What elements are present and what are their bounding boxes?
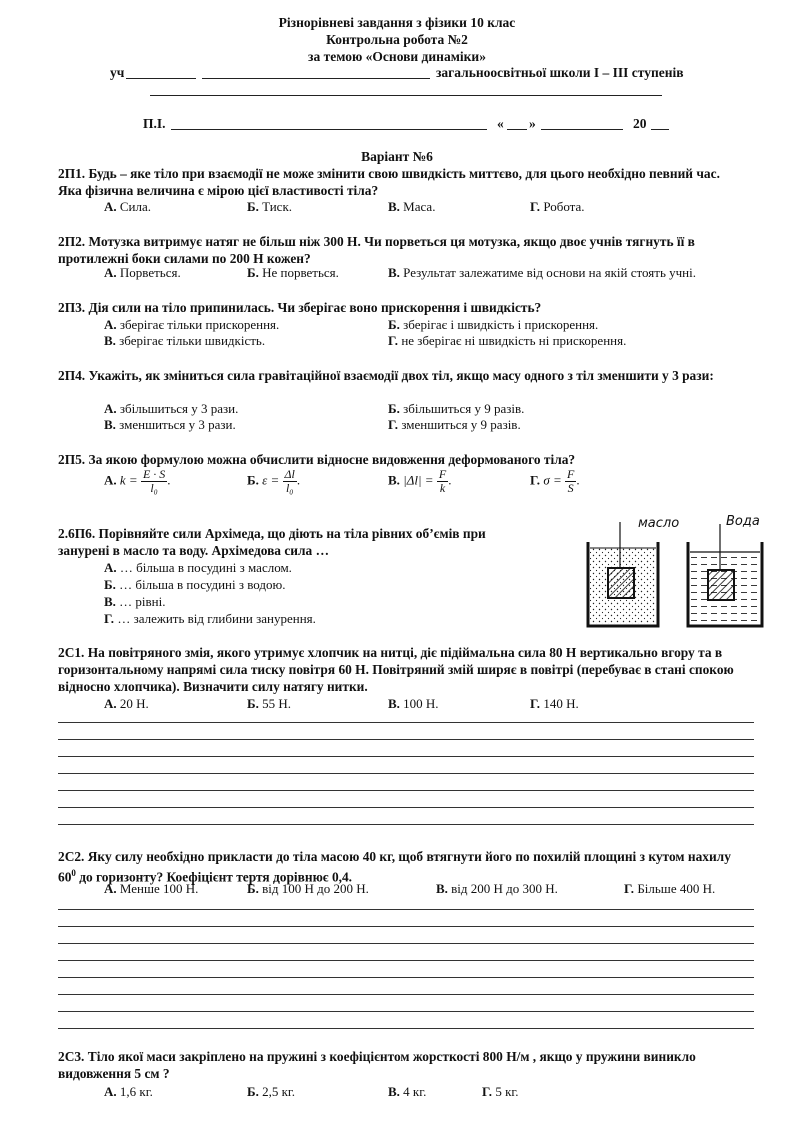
answer-line[interactable]: [58, 994, 754, 995]
q6-option-b[interactable]: [104, 577, 286, 593]
option-text: Порветься.: [119, 265, 181, 280]
formula-lhs: ε =: [262, 472, 280, 488]
formula-end: .: [576, 472, 580, 488]
archimedes-figure: [580, 512, 770, 630]
option-text: 55 Н.: [262, 696, 291, 711]
formula-numerator: F: [567, 467, 575, 481]
option-text: зберігає тільки швидкість.: [119, 333, 266, 348]
option-letter: В.: [388, 199, 400, 214]
name-label: П.І.: [143, 116, 166, 131]
school-prefix: уч: [110, 65, 125, 80]
q7-option-b[interactable]: [247, 696, 291, 712]
option-text: Тиск.: [262, 199, 293, 214]
question-6-text: 2.6П6. Порівняйте сили Архімеда, що діють на тіла рівних об’ємів при занурені в масло та воду. Архімедова сила …: [58, 526, 486, 558]
q5-option-b[interactable]: [247, 468, 300, 495]
q8-option-c[interactable]: [436, 881, 558, 897]
q1-option-d[interactable]: [530, 199, 585, 215]
q2-option-a[interactable]: [104, 265, 181, 281]
option-text: Сила.: [119, 199, 152, 214]
option-letter: А.: [104, 317, 117, 332]
option-letter: Г.: [624, 881, 635, 896]
option-letter: Б.: [247, 696, 259, 711]
school-suffix: загальноосвітньої школи І – ІІІ ступенів: [436, 65, 684, 80]
q6-option-d[interactable]: [104, 611, 316, 627]
option-letter: Б.: [104, 577, 116, 592]
doc-subtitle: Контрольна робота №2: [326, 32, 468, 47]
formula-fraction: [565, 468, 576, 495]
option-text: … рівні.: [119, 594, 166, 609]
answer-line[interactable]: [58, 807, 754, 808]
option-text: Більше 400 Н.: [637, 881, 716, 896]
option-letter: Б.: [388, 317, 400, 332]
question-3-text: 2П3. Дія сили на тіло припинилась. Чи зберігає воно прискорення і швидкість?: [58, 300, 542, 315]
option-letter: Г.: [388, 417, 399, 432]
option-text: 1,6 кг.: [119, 1084, 153, 1099]
date-open-quote: «: [497, 116, 504, 131]
oil-vessel: [588, 522, 658, 626]
q3-option-d[interactable]: [388, 333, 626, 349]
variant-title: Варіант №6: [361, 149, 433, 164]
answer-line[interactable]: [58, 977, 754, 978]
option-letter: В.: [388, 472, 400, 488]
name-blank[interactable]: [171, 129, 487, 130]
degree-superscript: 0: [71, 868, 76, 878]
q1-option-c[interactable]: [388, 199, 435, 215]
option-letter: Б.: [247, 881, 259, 896]
formula-end: .: [167, 472, 171, 488]
formula-fraction: [437, 468, 448, 495]
formula-numerator: Δl: [284, 467, 295, 481]
answer-line[interactable]: [58, 909, 754, 910]
option-text: не зберігає ні швидкість ні прискорення.: [401, 333, 627, 348]
doc-topic: за темою «Основи динаміки»: [308, 49, 486, 64]
q2-option-c[interactable]: [388, 265, 696, 281]
question-5-text: 2П5. За якою формулою можна обчислити відносне видовження деформованого тіла?: [58, 452, 576, 467]
formula-lhs: σ =: [543, 472, 562, 488]
formula-lhs: |Δl| =: [403, 472, 434, 488]
school-line: [110, 64, 710, 82]
q8-option-d[interactable]: [624, 881, 715, 897]
q9-option-c[interactable]: [388, 1084, 426, 1100]
answer-line[interactable]: [58, 1028, 754, 1029]
q9-option-d[interactable]: [482, 1084, 519, 1100]
answer-line[interactable]: [58, 943, 754, 944]
option-text: Результат залежатиме від основи на якій стоять учні.: [403, 265, 696, 280]
option-letter: А.: [104, 1084, 117, 1099]
option-text: зберігає тільки прискорення.: [119, 317, 280, 332]
name-date-line: [143, 116, 683, 134]
option-letter: Г.: [530, 472, 541, 488]
option-text: Менше 100 Н.: [119, 881, 199, 896]
q3-option-b[interactable]: [388, 317, 598, 333]
q7-option-d[interactable]: [530, 696, 579, 712]
option-letter: В.: [436, 881, 448, 896]
option-text: 2,5 кг.: [262, 1084, 296, 1099]
question-9-text: 2С3. Тіло якої маси закріплено на пружині з коефіцієнтом жорсткості 800 Н/м , якщо у пружини виникло видовження 5 см ?: [58, 1049, 696, 1081]
question-4-text: 2П4. Укажіть, як зміниться сила гравітаційної взаємодії двох тіл, якщо масу одного з тіл зменшити у 3 рази:: [58, 368, 714, 383]
option-letter: Б.: [247, 199, 259, 214]
answer-line[interactable]: [58, 960, 754, 961]
school-name-blank[interactable]: [202, 78, 430, 79]
formula-numerator: F: [438, 467, 447, 481]
option-letter: А.: [104, 265, 117, 280]
option-letter: Г.: [482, 1084, 493, 1099]
q8-option-b[interactable]: [247, 881, 369, 897]
q5-option-c[interactable]: [388, 468, 451, 495]
option-letter: А.: [104, 401, 117, 416]
q5-option-a[interactable]: [104, 468, 171, 495]
formula-numerator: E · S: [142, 467, 166, 481]
q6-option-a[interactable]: [104, 560, 292, 576]
option-letter: Г.: [530, 696, 541, 711]
option-text: зменшиться у 3 рази.: [119, 417, 236, 432]
formula-end: .: [296, 472, 301, 488]
answer-line[interactable]: [58, 790, 754, 791]
school-class-blank[interactable]: [126, 78, 196, 79]
formula-denominator: S: [567, 481, 574, 495]
option-letter: Б.: [247, 1084, 259, 1099]
school-extra-blank[interactable]: [150, 95, 662, 96]
option-letter: А.: [104, 560, 117, 575]
question-2-text: 2П2. Мотузка витримує натяг не більш ніж 300 Н. Чи порветься ця мотузка, якщо двоє учнів тягнуть її в протилежні боки силами по 200 Н кожен?: [58, 234, 695, 266]
doc-title: Різнорівневі завдання з фізики 10 клас: [278, 15, 516, 30]
option-letter: А.: [104, 696, 117, 711]
option-text: 4 кг.: [403, 1084, 427, 1099]
formula-denominator: l₀: [285, 481, 294, 495]
formula-end: .: [448, 472, 452, 488]
answer-line[interactable]: [58, 773, 754, 774]
option-text: зменшиться у 9 разів.: [401, 417, 521, 432]
formula-fraction: [283, 468, 297, 495]
option-letter: В.: [104, 333, 116, 348]
option-text: Не порветься.: [262, 265, 339, 280]
option-text: зберігає і швидкість і прискорення.: [403, 317, 599, 332]
answer-line[interactable]: [58, 824, 754, 825]
month-blank[interactable]: [541, 129, 623, 130]
option-text: від 200 Н до 300 Н.: [451, 881, 558, 896]
q3-option-a[interactable]: [104, 317, 279, 333]
option-text: 140 Н.: [543, 696, 579, 711]
option-letter: Б.: [247, 265, 259, 280]
q4-option-b[interactable]: [388, 401, 524, 417]
q7-option-c[interactable]: [388, 696, 439, 712]
question-1-text: 2П1. Будь – яке тіло при взаємодії не може змінити свою швидкість миттєво, для цього необхідно певний час. Яка фізична величина є мірою цієї властивості тіла?: [58, 166, 720, 198]
option-text: від 100 Н до 200 Н.: [262, 881, 369, 896]
option-letter: Г.: [104, 611, 115, 626]
q5-option-d[interactable]: [530, 468, 580, 495]
option-letter: Б.: [388, 401, 400, 416]
option-text: Маса.: [403, 199, 436, 214]
option-letter: А.: [104, 199, 117, 214]
answer-line[interactable]: [58, 756, 754, 757]
option-text: … більша в посудині з маслом.: [119, 560, 292, 575]
formula-lhs: k =: [119, 472, 138, 488]
formula-fraction: [141, 468, 167, 495]
option-text: 20 Н.: [119, 696, 149, 711]
option-letter: Г.: [530, 199, 541, 214]
question-7-text: 2С1. На повітряного змія, якого утримує хлопчик на нитці, діє підіймальна сила 80 Н вертикально вгору та в горизонтальному напрямі сила тиску повітря 60 Н. Повітряний змій ширяє в повітрі (перебуває в стані спокою відносно хлопчика). Визначити силу натягу нитки.: [58, 645, 734, 694]
q2-option-b[interactable]: [247, 265, 339, 281]
q9-option-b[interactable]: [247, 1084, 295, 1100]
day-blank[interactable]: [507, 129, 527, 130]
option-letter: В.: [388, 696, 400, 711]
q9-option-a[interactable]: [104, 1084, 153, 1100]
q4-option-a[interactable]: [104, 401, 238, 417]
option-text: … більша в посудині з водою.: [119, 577, 286, 592]
year-prefix: 20: [633, 116, 647, 131]
question-8-text-a: 2С2. Яку силу необхідно прикласти до тіла масою 40 кг, щоб втягнути його по похилій площині з кутом нахилу 60: [58, 849, 731, 885]
answer-line[interactable]: [58, 1011, 754, 1012]
formula-denominator: l₀: [150, 481, 158, 495]
q4-option-d[interactable]: [388, 417, 521, 433]
water-vessel: [688, 524, 762, 626]
option-letter: В.: [388, 1084, 400, 1099]
option-text: збільшиться у 9 разів.: [403, 401, 525, 416]
oil-label: масло: [638, 516, 680, 531]
option-letter: В.: [104, 594, 116, 609]
q4-option-c[interactable]: [104, 417, 236, 433]
option-letter: Б.: [247, 472, 259, 488]
answer-line[interactable]: [58, 722, 754, 723]
option-text: Робота.: [543, 199, 585, 214]
q8-option-a[interactable]: [104, 881, 198, 897]
option-letter: Г.: [388, 333, 399, 348]
answer-line[interactable]: [58, 926, 754, 927]
water-label: Вода: [726, 514, 760, 529]
question-8-text: [58, 848, 750, 885]
option-text: 5 кг.: [495, 1084, 519, 1099]
q3-option-c[interactable]: [104, 333, 265, 349]
q1-option-b[interactable]: [247, 199, 292, 215]
year-blank[interactable]: [651, 129, 669, 130]
option-text: … залежить від глибини занурення.: [117, 611, 316, 626]
option-letter: В.: [104, 417, 116, 432]
option-text: 100 Н.: [403, 696, 439, 711]
q1-option-a[interactable]: [104, 199, 151, 215]
option-letter: В.: [388, 265, 400, 280]
option-text: збільшиться у 3 рази.: [119, 401, 239, 416]
q6-option-c[interactable]: [104, 594, 166, 610]
q7-option-a[interactable]: [104, 696, 149, 712]
formula-denominator: k: [439, 481, 446, 495]
option-letter: А.: [104, 881, 117, 896]
option-letter: А.: [104, 472, 117, 488]
date-close-quote: »: [529, 116, 536, 131]
question-8-text-b: до горизонту? Коефіцієнт тертя дорівнює 0,4.: [75, 869, 353, 885]
answer-line[interactable]: [58, 739, 754, 740]
